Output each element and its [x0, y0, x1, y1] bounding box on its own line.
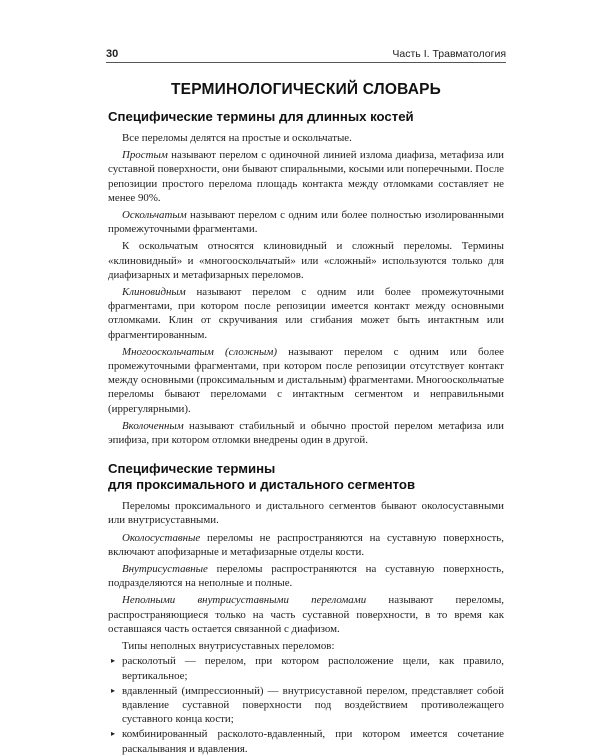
list-item: ▸ вдавленный (импрессионный) — внутрисуставной перелом, представляет собой вдавление суставной поверхности под воздействием противолежащего суставного конца кости; [111, 684, 504, 726]
term: Оскольчатым [122, 209, 187, 222]
paragraph: Внутрисуставные переломы распространяются на суставную поверхность, подразделяются на неполные и полные. [108, 563, 504, 590]
part-title: Часть I. Травматология [392, 48, 506, 60]
running-head [106, 48, 506, 63]
paragraph: Типы неполных внутрисуставных переломов: [122, 640, 335, 653]
bullet-icon: ▸ [111, 656, 116, 666]
fracture-types-list [108, 654, 504, 755]
term: Неполными внутрисуставными переломами [122, 594, 367, 607]
page-number: 30 [106, 48, 119, 60]
paragraph: Оскольчатым называют перелом с одним или более полностью изолированными промежуточными фрагментами. [108, 209, 504, 236]
paragraph: Все переломы делятся на простые и оскольчатые. [122, 132, 352, 144]
term: Клиновидным [122, 286, 186, 299]
section-1-body [108, 131, 504, 447]
list-item: ▸ расколотый — перелом, при котором расположение щели, как правило, вертикальное; [111, 655, 504, 682]
section-1-heading: Специфические термины для длинных костей [108, 109, 414, 124]
bullet-icon: ▸ [111, 685, 116, 695]
paragraph: Неполными внутрисуставными переломами называют переломы, распространяющиеся только на часть суставной поверхности, в то время как оставшаяся часть остается связанной с диафизом. [108, 594, 504, 635]
paragraph: К оскольчатым относятся клиновидный и сложный переломы. Термины «клиновидный» и «многооскольчатый» или «сложный» используются только для диафизарных и метафизарных переломов. [108, 240, 504, 281]
section-2-body [108, 499, 504, 755]
bullet-icon: ▸ [111, 729, 116, 739]
paragraph: Клиновидным называют перелом с одним или более промежуточными фрагментами, при котором после репозиции имеется контакт между основными отломками. Клин от скручивания или сгибания может быть интактным или фрагментированным. [108, 286, 504, 341]
paragraph: Вколоченным называют стабильный и обычно простой перелом метафиза или эпифиза, при котором отломки внедрены один в другой. [108, 419, 504, 447]
paragraph: Переломы проксимального и дистального сегментов бывают околосуставными или внутрисуставными. [108, 500, 504, 527]
term: Простым [122, 149, 168, 162]
section-2-heading: Специфические термины для проксимального и дистального сегментов [108, 461, 416, 493]
paragraph: Простым называют перелом с одиночной линией излома диафиза, метафиза или суставной поверхности, они бывают спиральными, косыми или поперечными. После репозиции простого перелома площадь контакта между отломками составляет не менее 90%. [108, 149, 504, 204]
term: Околосуставные [122, 531, 201, 544]
paragraph: Околосуставные переломы не распространяются на суставную поверхность, включают апофизарные и метафизарные отделы кости. [108, 531, 504, 558]
term: Вколоченным [122, 419, 184, 432]
paragraph: Многооскольчатым (сложным) называют перелом с одним или более промежуточными фрагментами, при котором после репозиции отсутствует контакт между основными (проксимальным и дистальным) фрагментами. Многооскольчатые переломы бывают переломами с интактным сегментом и неправильными (иррегулярными). [108, 345, 505, 415]
page-title: ТЕРМИНОЛОГИЧЕСКИЙ СЛОВАРЬ [170, 81, 442, 98]
list-item: ▸ комбинированный раcколото-вдавленный, при котором имеется сочетание раскалывания и вдавления. [111, 728, 504, 755]
term: Многооскольчатым (сложным) [122, 345, 277, 358]
term: Внутрисуставные [122, 563, 208, 576]
